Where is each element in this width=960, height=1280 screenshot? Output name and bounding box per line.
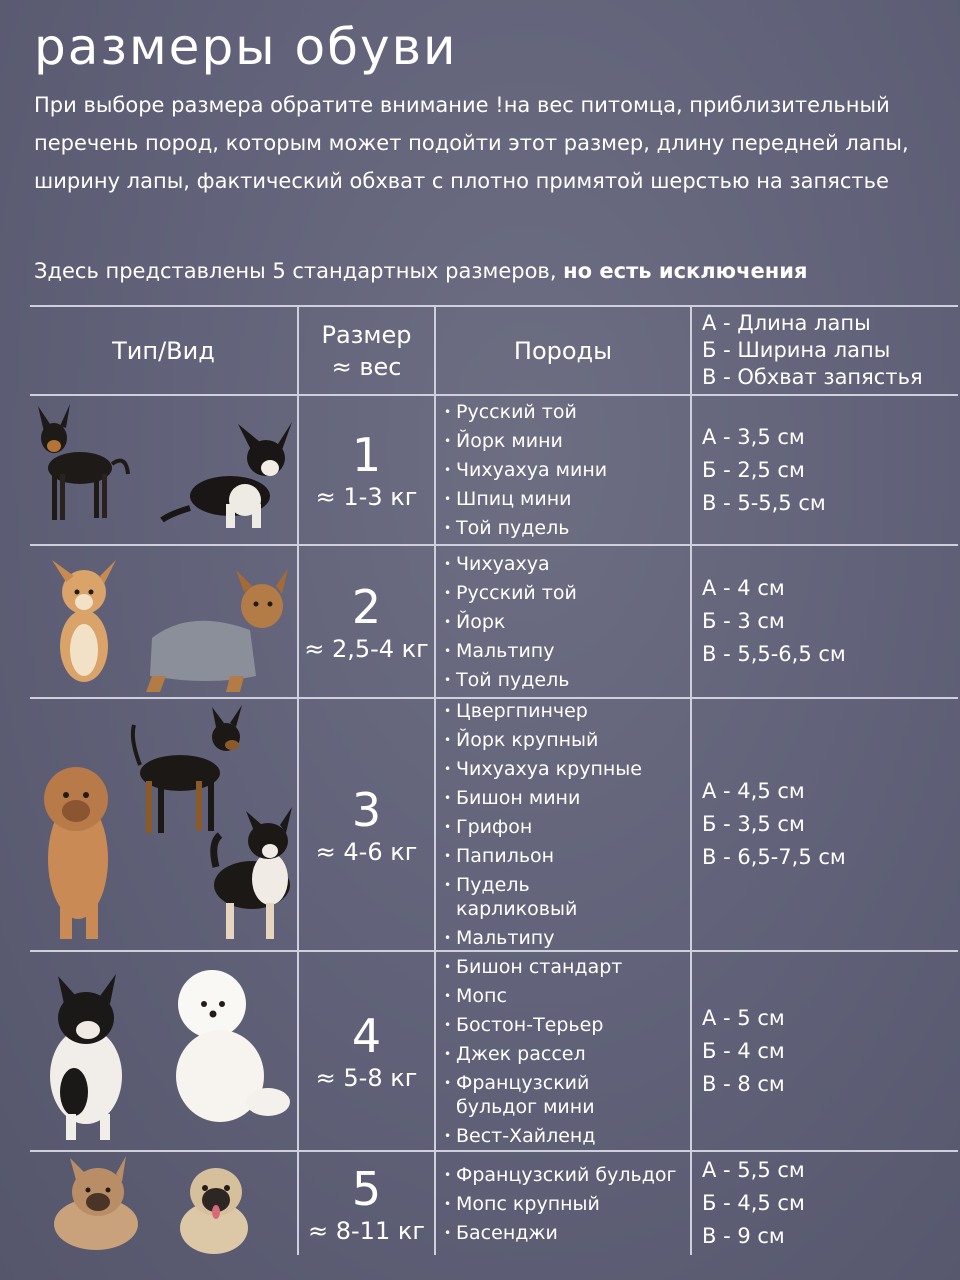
breed-item: • Йорк — [444, 610, 506, 633]
row-3-measurements — [692, 699, 958, 950]
breed-item: • Бостон-Терьер — [444, 1013, 604, 1036]
wrist-girth: В - 9 см — [702, 1224, 785, 1248]
french-bulldog-pied-image — [50, 974, 122, 1140]
breed-name: Цвергпинчер — [456, 700, 588, 722]
legend-a: А - Длина лапы — [702, 311, 871, 335]
header-size — [299, 307, 434, 394]
header-size-label: Размер — [321, 320, 412, 349]
size-table — [30, 305, 958, 1255]
row-1-size — [299, 396, 434, 544]
size-number: 1 — [351, 428, 382, 482]
breed-item: • Русский той — [444, 401, 577, 423]
row-2-breeds — [436, 546, 690, 697]
breed-name: Мопс крупный — [456, 1192, 600, 1215]
wrist-girth: В - 5,5-6,5 см — [702, 642, 846, 666]
size-number: 4 — [351, 1009, 382, 1063]
breed-name: Йорк мини — [456, 430, 563, 452]
breed-item: • Бишон стандарт — [444, 955, 623, 978]
breed-name: Мопс — [456, 984, 507, 1007]
header-breeds: Породы — [513, 336, 613, 365]
paw-width: Б - 4,5 см — [702, 1191, 805, 1215]
french-bulldog-fawn-image — [54, 1156, 138, 1250]
paw-width: Б - 3 см — [702, 609, 785, 633]
row-1-images — [30, 396, 297, 544]
row-5-images — [30, 1152, 297, 1255]
header-type: Тип/Вид — [112, 336, 215, 365]
breed-item: • Чихуахуа крупные — [444, 758, 642, 780]
breed-name: Мальтипу — [456, 639, 555, 662]
row-1-measurements — [692, 396, 958, 544]
breed-item: • Джек рассел — [444, 1042, 586, 1065]
row-2-images — [30, 546, 297, 697]
breed-item: • Грифон — [444, 816, 533, 838]
breed-item: • Мопс крупный — [444, 1192, 600, 1215]
size-number: 3 — [351, 782, 382, 837]
breed-name: Французский бульдог — [456, 1163, 677, 1186]
breed-item: • Французский бульдог — [444, 1163, 677, 1186]
breed-name: Папильон — [456, 845, 555, 867]
breed-item: • Мопс — [444, 984, 507, 1007]
breed-item: • Французский бульдог мини — [444, 1071, 619, 1119]
breed-name: Французский бульдог мини — [456, 1071, 595, 1118]
breed-item: • Русский той — [444, 581, 577, 604]
breed-item: • Бишон мини — [444, 787, 581, 809]
breed-item: • Вест-Хайленд — [444, 1124, 596, 1147]
breed-item: • Шпиц мини — [444, 488, 572, 510]
breed-name: Чихуахуа мини — [456, 459, 608, 481]
size-weight: ≈ 4-6 кг — [315, 837, 418, 866]
paw-width: Б - 4 см — [702, 1038, 785, 1063]
breed-name: Вест-Хайленд — [456, 1124, 596, 1147]
breed-item: • Цвергпинчер — [444, 700, 588, 722]
breed-name: Грифон — [456, 816, 533, 838]
chihuahua-dog-image — [162, 422, 292, 528]
paw-width: Б - 3,5 см — [702, 812, 805, 836]
breed-name: Шпиц мини — [456, 488, 572, 510]
breed-name: Русский той — [456, 401, 577, 423]
sizes-note — [34, 252, 807, 290]
breed-name: Бишон стандарт — [456, 955, 623, 978]
yorkshire-terrier-dog-image — [146, 568, 288, 692]
row-5-measurements — [692, 1152, 958, 1255]
paw-width: Б - 2,5 см — [702, 457, 805, 482]
paw-length: А - 4 см — [702, 576, 785, 600]
breed-item: • Пудель карликовый — [444, 873, 604, 921]
breed-name: Той пудель — [456, 668, 570, 691]
griffon-dog-image — [44, 767, 108, 939]
breed-name: Русский той — [456, 581, 577, 604]
intro-text: При выборе размера обратите внимание !на вес питомца, приблизительный перечень пород, которым может подойти этот размер, длину передней лапы, ширину лапы, фактический обхват с плотно примятой шерстью на запястье — [34, 93, 909, 193]
breed-name: Бишон мини — [456, 787, 581, 809]
row-3-size — [299, 699, 434, 950]
breed-item: • Той пудель — [444, 668, 570, 691]
row-4-breeds — [436, 952, 690, 1150]
bichon-frise-dog-image — [176, 970, 290, 1122]
breed-name: Чихуахуа — [456, 552, 550, 575]
breed-item: • Той пудель — [444, 517, 570, 539]
header-weight-label: ≈ вес — [331, 352, 402, 381]
sizes-note-text: Здесь представлены 5 стандартных размеров, — [34, 259, 564, 283]
row-4-images — [30, 952, 297, 1150]
size-number: 5 — [351, 1161, 382, 1216]
paw-length: А - 5,5 см — [702, 1158, 805, 1182]
breed-name: Бостон-Терьер — [456, 1013, 604, 1036]
legend-b: Б - Ширина лапы — [702, 338, 891, 362]
paw-length: А - 5 см — [702, 1005, 785, 1030]
row-5-size — [299, 1152, 434, 1255]
breed-item: • Мальтипу — [444, 639, 555, 662]
breed-item: • Чихуахуа — [444, 552, 550, 575]
size-weight: ≈ 2,5-4 кг — [304, 634, 429, 663]
row-2-measurements — [692, 546, 958, 697]
breed-item: • Басенджи — [444, 1221, 558, 1244]
long-haired-chihuahua-dog-image — [214, 807, 292, 939]
page-title: размеры обуви — [34, 18, 458, 76]
miniature-pinscher-dog-image — [133, 705, 242, 833]
pug-dog-image — [180, 1168, 248, 1254]
breed-name: Той пудель — [456, 517, 570, 539]
russian-toy-dog-image — [38, 404, 128, 520]
size-weight: ≈ 1-3 кг — [315, 483, 418, 511]
long-haired-chihuahua-dog-image — [52, 560, 116, 682]
breed-item: • Чихуахуа мини — [444, 459, 608, 481]
breed-name: Чихуахуа крупные — [456, 758, 642, 780]
row-1-breeds — [436, 396, 690, 544]
wrist-girth: В - 6,5-7,5 см — [702, 845, 846, 869]
row-3-breeds — [436, 699, 690, 950]
legend-c: В - Обхват запястья — [702, 365, 923, 389]
row-2-size — [299, 546, 434, 697]
row-4-measurements — [692, 952, 958, 1150]
size-number: 2 — [351, 579, 382, 634]
breed-name: Йорк крупный — [456, 729, 599, 751]
breed-name: Пудель карликовый — [456, 874, 578, 920]
breed-item: • Мальтипу — [444, 927, 555, 949]
wrist-girth: В - 8 см — [702, 1071, 785, 1096]
breed-item: • Йорк мини — [444, 430, 563, 452]
paw-length: А - 4,5 см — [702, 779, 805, 803]
wrist-girth: В - 5-5,5 см — [702, 490, 826, 515]
breed-item: • Йорк крупный — [444, 729, 599, 751]
breed-name: Мальтипу — [456, 927, 555, 949]
breed-name: Йорк — [456, 610, 506, 633]
size-weight: ≈ 8-11 кг — [308, 1216, 425, 1245]
breed-name: Басенджи — [456, 1221, 558, 1244]
row-3-images — [30, 699, 297, 950]
row-4-size — [299, 952, 434, 1150]
breed-name: Джек рассел — [456, 1042, 586, 1065]
sizes-note-bold: но есть исключения — [563, 259, 808, 283]
size-weight: ≈ 5-8 кг — [315, 1064, 418, 1092]
paw-length: А - 3,5 см — [702, 424, 805, 449]
row-5-breeds — [436, 1152, 690, 1255]
breed-item: • Папильон — [444, 845, 555, 867]
header-legend — [692, 307, 958, 394]
